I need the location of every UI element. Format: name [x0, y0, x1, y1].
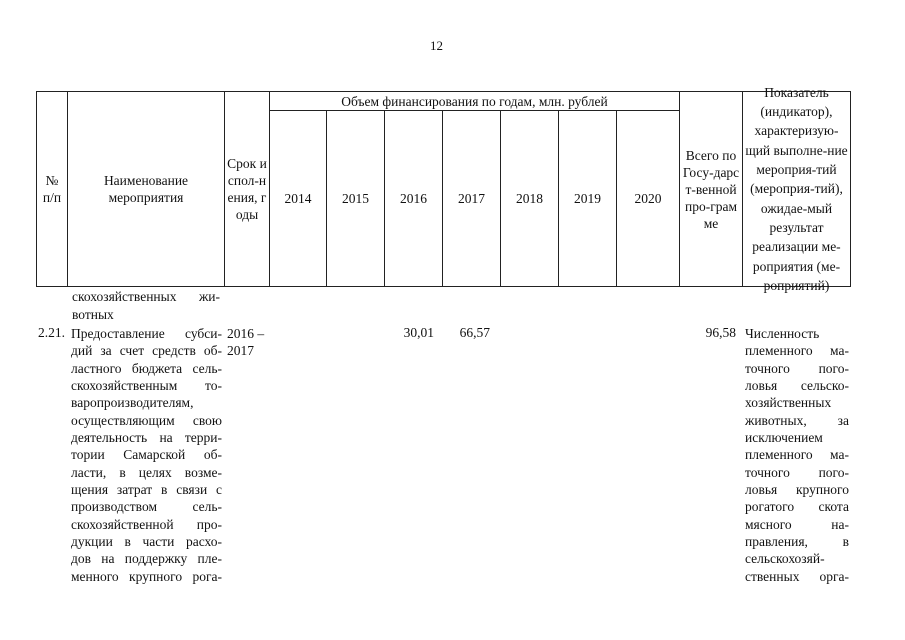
row-indicator-line: ловья крупного: [745, 482, 849, 498]
header-indicator-text: Показатель (индикатор), характеризую-щий выполне-ние мероприя-тий (мероприя-тий), ожидае-мый результат реализации ме-роприятия (ме-роприятий): [745, 84, 848, 293]
row-name-line: Предоставление субси-: [71, 326, 222, 341]
row-indicator-line: точного пого-: [745, 464, 849, 480]
row-total: 96,58: [705, 325, 736, 340]
row-indicator-line: сельскохозяй-: [745, 551, 825, 567]
header-year-2015: [327, 111, 384, 286]
continuation-line: скохозяйственных жи-: [72, 289, 220, 304]
row-term-line: 2016 –: [227, 326, 265, 341]
row-indicator-line: ственных орга-: [745, 568, 849, 584]
row-name-line: осуществляющим свою: [71, 412, 222, 428]
header-indicator: [743, 84, 850, 293]
row-term: [227, 325, 264, 360]
row-name-line: скохозяйственным то-: [71, 378, 222, 394]
row-name-line: дий за счет средств об-: [71, 343, 222, 359]
header-name: [68, 92, 224, 286]
row-indicator-line: рогатого скота: [745, 499, 849, 515]
row-name-line: скохозяйственной про-: [71, 516, 222, 532]
row-name-line: производством сель-: [71, 499, 222, 515]
header-year-2018: [501, 111, 558, 286]
header-total: [680, 92, 742, 286]
row-value-2017: 66,57: [459, 325, 490, 340]
row-name-line: деятельность на терри-: [71, 430, 222, 446]
row-name-line: варопроизводителям,: [71, 395, 194, 411]
row-indicator: [745, 325, 849, 585]
row-name-line: менного крупного рога-: [71, 568, 222, 584]
row-name-line: щения затрат в связи с: [71, 482, 222, 498]
row-number: 2.21.: [38, 325, 65, 340]
row-name-line: тории Самарской об-: [71, 447, 222, 463]
row-name-line: ласти, в целях возме-: [71, 464, 222, 480]
row-name-line: ластного бюджета сель-: [71, 360, 222, 376]
year-label: 2018: [516, 191, 543, 206]
row-indicator-line: точного пого-: [745, 360, 849, 376]
row-indicator-line: племенного ма-: [745, 447, 849, 463]
header-term-text: Срок испол-нения, годы: [227, 156, 267, 222]
row-indicator-line: мясного на-: [745, 516, 849, 532]
header-year-2014: [270, 111, 326, 286]
header-term: [225, 92, 269, 286]
year-label: 2017: [458, 191, 485, 206]
continuation-line: вотных: [72, 306, 114, 322]
row-term-line: 2017: [227, 343, 254, 359]
header-num: [37, 92, 67, 286]
row-indicator-line: животных, за: [745, 412, 849, 428]
year-label: 2014: [284, 191, 312, 206]
year-label: 2016: [400, 191, 427, 206]
row-indicator-line: племенного ма-: [745, 343, 849, 359]
header-year-2017: [443, 111, 500, 286]
row-indicator-line: правления, в: [745, 534, 849, 550]
row-name-line: дов на поддержку пле-: [71, 551, 222, 567]
continuation-text: [72, 288, 220, 323]
row-indicator-line: исключением: [745, 430, 823, 446]
row-name-line: дукции в части расхо-: [71, 534, 222, 550]
header-year-2019: [559, 111, 616, 286]
header-funding-title: [270, 92, 679, 110]
header-name-text: Наименование мероприятия: [103, 173, 189, 205]
row-indicator-line: хозяйственных: [745, 395, 832, 411]
year-label: 2019: [574, 191, 601, 206]
row-name: [71, 325, 222, 585]
row-value-2016: 30,01: [403, 325, 434, 340]
year-label: 2020: [634, 191, 662, 206]
year-label: 2015: [342, 191, 369, 206]
row-indicator-line: Численность: [745, 326, 820, 341]
header-funding-title-text: Объем финансирования по годам, млн. рублей: [341, 93, 608, 109]
page-number: 12: [430, 38, 443, 53]
header-year-2016: [385, 111, 442, 286]
row-indicator-line: ловья сельско-: [745, 378, 849, 394]
header-total-text: Всего по Госу-дарст-венной про-грамме: [682, 147, 740, 231]
header-num-text: № п/п: [42, 173, 62, 205]
header-year-2020: [617, 111, 679, 286]
